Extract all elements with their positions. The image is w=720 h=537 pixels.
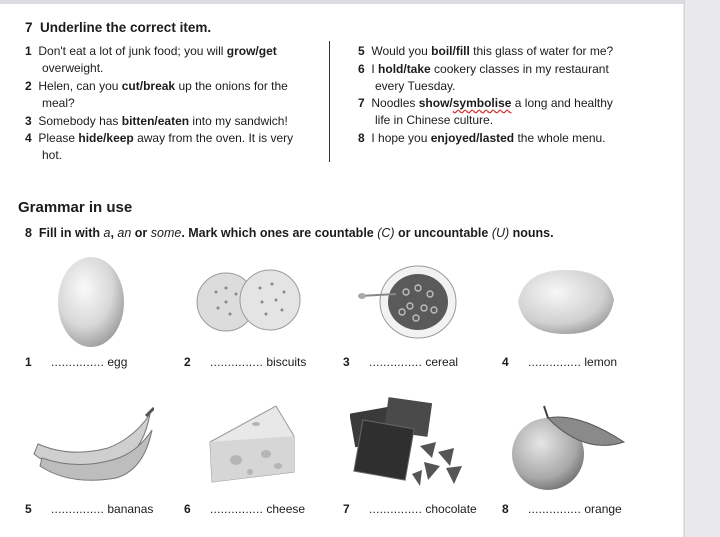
exercise-8-instruction xyxy=(25,226,554,240)
item-number: 2 xyxy=(184,355,191,369)
item-number: 8 xyxy=(502,502,509,516)
question-3 xyxy=(25,113,325,130)
instruction-text: , xyxy=(110,226,118,240)
item-number: 4 xyxy=(502,355,509,369)
question-options[interactable]: enjoyed/lasted xyxy=(430,131,515,145)
item-word: chocolate xyxy=(425,502,477,516)
question-text: I xyxy=(371,62,379,76)
question-2 xyxy=(25,78,325,112)
question-text: a long and healthy xyxy=(511,96,613,110)
bananas-icon xyxy=(30,404,154,486)
question-text: Would you xyxy=(371,44,432,58)
instruction-italic: a xyxy=(103,226,111,240)
item-word: cereal xyxy=(425,355,459,369)
cheese-icon xyxy=(206,402,298,486)
question-6 xyxy=(358,61,678,95)
item-number: 6 xyxy=(184,502,191,516)
instruction-italic: (C) xyxy=(377,226,395,240)
question-8 xyxy=(358,130,678,147)
instruction-text: nouns. xyxy=(509,226,554,240)
question-number: 7 xyxy=(358,96,365,110)
question-number: 8 xyxy=(358,131,365,145)
item-word: lemon xyxy=(584,355,618,369)
question-text-cont: meal? xyxy=(42,96,75,110)
question-options[interactable]: hide/keep xyxy=(78,131,134,145)
question-text: up the onions for the xyxy=(175,79,288,93)
instruction-text: . Mark which ones are countable xyxy=(181,226,378,240)
item-word: orange xyxy=(584,502,622,516)
section-heading: Grammar in use xyxy=(18,199,133,216)
food-item-8 xyxy=(502,502,622,516)
exercise-8-number: 8 xyxy=(25,226,32,240)
vertical-scrollbar[interactable] xyxy=(684,0,720,537)
food-item-5 xyxy=(25,502,153,516)
food-item-7 xyxy=(343,502,477,516)
question-number: 3 xyxy=(25,114,32,128)
answer-blank[interactable]: ............... xyxy=(369,355,423,369)
food-item-3 xyxy=(343,355,458,369)
question-text: Somebody has xyxy=(38,114,122,128)
food-item-4 xyxy=(502,355,617,369)
chocolate-icon xyxy=(350,396,468,492)
instruction-italic: some xyxy=(150,226,182,240)
instruction-italic: (U) xyxy=(491,226,510,240)
question-7 xyxy=(358,95,678,129)
question-text: Don't eat a lot of junk food; you will xyxy=(38,44,227,58)
cereal-bowl-icon xyxy=(356,262,460,342)
question-text: away from the oven. It is very xyxy=(133,131,294,145)
exercise-7-title xyxy=(25,20,211,35)
instruction-text: or xyxy=(131,226,151,240)
question-options[interactable]: hold/take xyxy=(378,62,431,76)
question-number: 2 xyxy=(25,79,32,93)
question-options[interactable]: bitten/eaten xyxy=(121,114,190,128)
food-item-1 xyxy=(25,355,127,369)
answer-blank[interactable]: ............... xyxy=(51,355,105,369)
answer-blank[interactable]: ............... xyxy=(528,502,582,516)
exercise-7-instruction: Underline the correct item. xyxy=(40,20,212,35)
item-number: 3 xyxy=(343,355,350,369)
instruction-italic: an xyxy=(117,226,132,240)
biscuits-icon xyxy=(196,268,304,336)
question-number: 6 xyxy=(358,62,365,76)
question-text: Helen, can you xyxy=(38,79,122,93)
answer-blank[interactable]: ............... xyxy=(210,502,264,516)
question-text: this glass of water for me? xyxy=(469,44,614,58)
question-5 xyxy=(358,43,678,60)
item-number: 7 xyxy=(343,502,350,516)
question-text-cont: hot. xyxy=(42,148,63,162)
exercise-7-number: 7 xyxy=(25,20,33,35)
question-text-cont: life in Chinese culture. xyxy=(375,113,494,127)
question-number: 5 xyxy=(358,44,365,58)
question-options[interactable]: grow/get xyxy=(226,44,277,58)
lemon-icon xyxy=(514,264,618,338)
question-number: 4 xyxy=(25,131,32,145)
instruction-text: Fill in with xyxy=(38,226,104,240)
question-options[interactable]: show/ xyxy=(418,96,453,110)
item-word: cheese xyxy=(266,502,306,516)
item-word: bananas xyxy=(107,502,154,516)
item-word: egg xyxy=(107,355,128,369)
answer-blank[interactable]: ............... xyxy=(369,502,423,516)
question-4 xyxy=(25,130,325,164)
instruction-text: or uncountable xyxy=(394,226,492,240)
question-number: 1 xyxy=(25,44,32,58)
question-options[interactable]: boil/fill xyxy=(431,44,470,58)
question-text: into my sandwich! xyxy=(189,114,288,128)
orange-icon xyxy=(508,402,628,494)
item-number: 1 xyxy=(25,355,32,369)
question-options-spellchecked[interactable]: symbolise xyxy=(452,96,512,110)
answer-blank[interactable]: ............... xyxy=(51,502,105,516)
question-options[interactable]: cut/break xyxy=(121,79,176,93)
question-1 xyxy=(25,43,325,77)
column-divider xyxy=(329,41,330,162)
question-text: Noodles xyxy=(371,96,419,110)
item-number: 5 xyxy=(25,502,32,516)
question-text: I hope you xyxy=(371,131,431,145)
question-text-cont: every Tuesday. xyxy=(375,79,456,93)
question-text: cookery classes in my restaurant xyxy=(430,62,609,76)
food-item-2 xyxy=(184,355,306,369)
question-text: the whole menu. xyxy=(514,131,606,145)
question-text: Please xyxy=(38,131,79,145)
answer-blank[interactable]: ............... xyxy=(528,355,582,369)
food-item-6 xyxy=(184,502,305,516)
item-word: biscuits xyxy=(266,355,307,369)
answer-blank[interactable]: ............... xyxy=(210,355,264,369)
question-text-cont: overweight. xyxy=(42,61,104,75)
egg-icon xyxy=(55,250,127,350)
